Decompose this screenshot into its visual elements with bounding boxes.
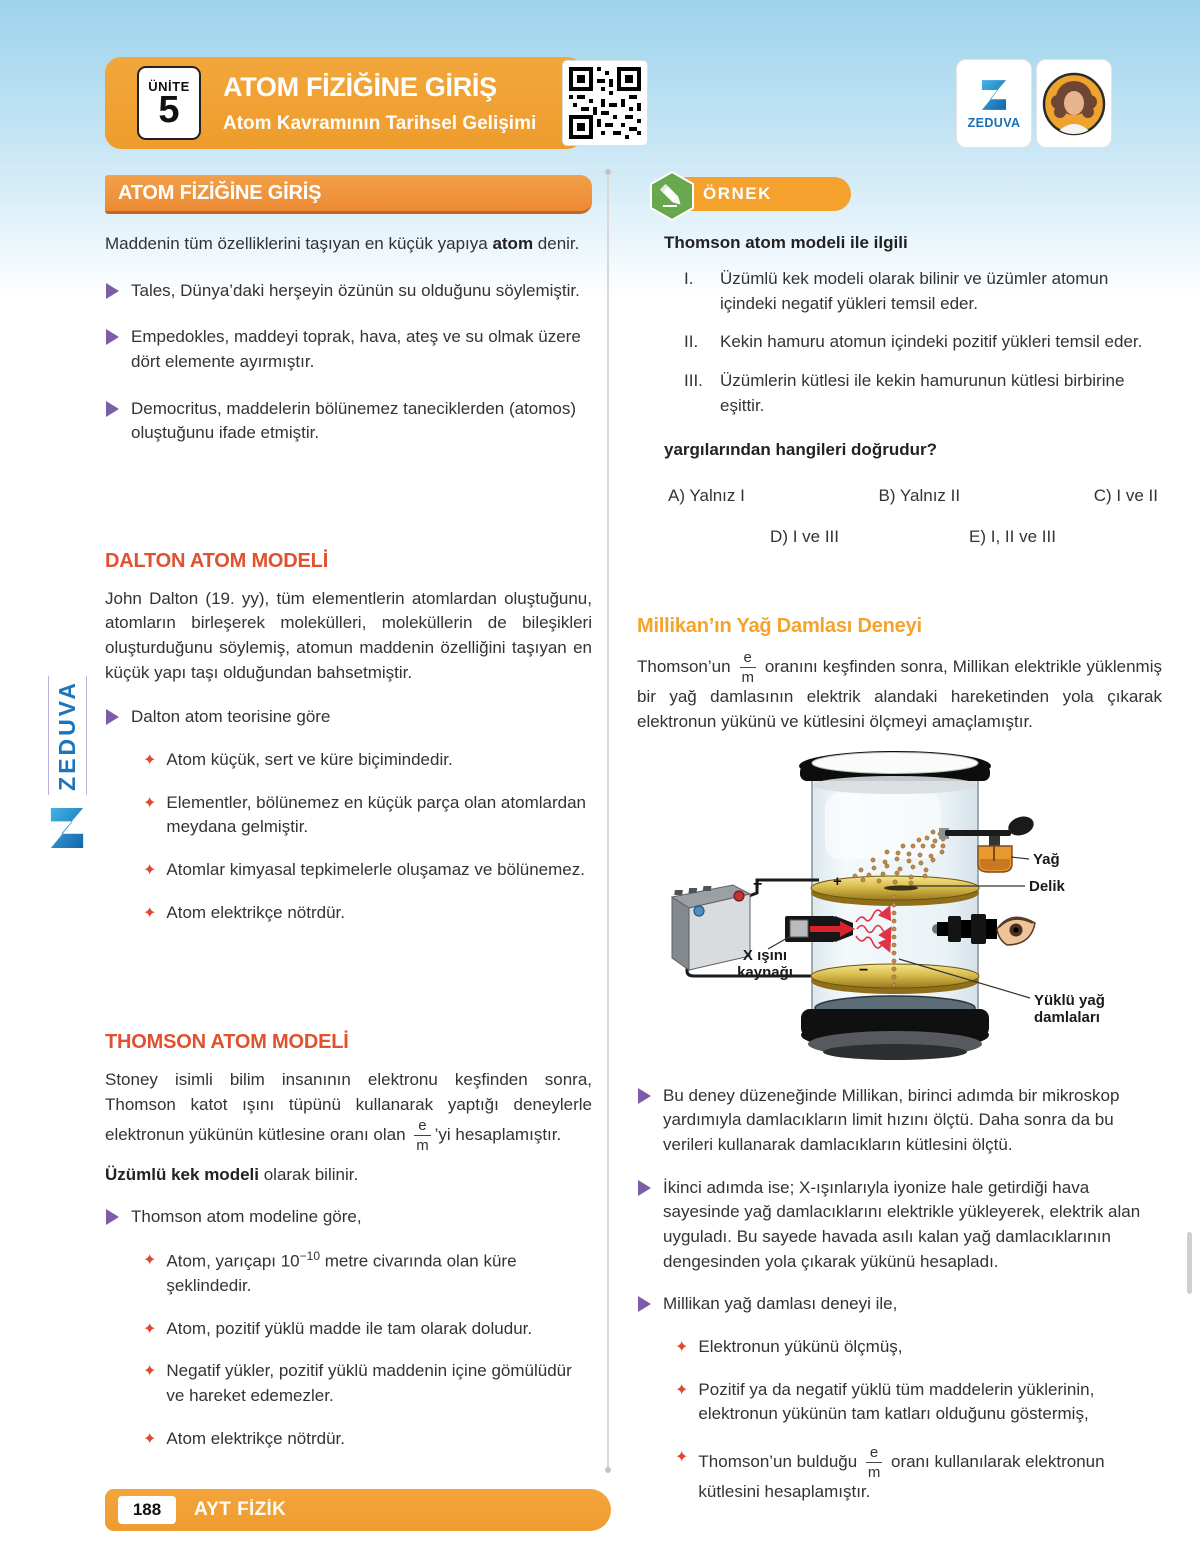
bullet-item: ✦ Atom, pozitif yüklü madde ile tam olarak doludur. xyxy=(105,1317,592,1342)
bullet-item: Millikan yağ damlası deneyi ile, xyxy=(637,1292,1162,1317)
example-badge-label: ÖRNEK xyxy=(703,184,772,203)
thomson-heading: THOMSON ATOM MODELİ xyxy=(105,1031,349,1054)
star-icon: ✦ xyxy=(675,1381,689,1399)
observer-eye xyxy=(997,917,1035,945)
charged-drops-label-line1: Yüklü yağ xyxy=(1034,991,1105,1009)
chamber-lid xyxy=(799,751,991,794)
page-subtitle: Atom Kavramının Tarihsel Gelişimi xyxy=(223,112,537,134)
star-icon: ✦ xyxy=(143,752,157,770)
star-icon: ✦ xyxy=(143,1320,157,1338)
unit-number: 5 xyxy=(158,89,180,132)
star-icon: ✦ xyxy=(143,1251,157,1269)
scroll-indicator xyxy=(1187,1232,1192,1294)
triangle-bullet-icon xyxy=(106,283,119,299)
star-icon: ✦ xyxy=(143,794,157,812)
e-over-m-fraction: $\frac{e}{m}$ xyxy=(741,649,754,687)
bullet-item: Dalton atom teorisine göre xyxy=(105,705,592,730)
bullet-item: Democritus, maddelerin bölünemez taneciklerden (atomos) oluştuğunu ifade etmiştir. xyxy=(105,397,592,446)
triangle-bullet-icon xyxy=(106,401,119,417)
chamber-base xyxy=(801,996,989,1060)
hole-label: Delik xyxy=(1029,877,1065,895)
roman-item: III. Üzümlerin kütlesi ile kekin hamurunun kütlesi birbirine eşittir. xyxy=(684,370,1125,415)
sidebar-brand xyxy=(42,676,92,851)
answer-options-row xyxy=(664,484,1162,509)
thomson-known-as: Üzümlü kek modeli olarak bilinir. xyxy=(105,1164,359,1184)
dalton-paragraph: John Dalton (19. yy), tüm elementlerin atomlardan oluştuğunu, atomların birleşerek molekülleri, moleküllerin de bileşikleri oluşturduğunu söylemiş, atomun maddenin özelliğini taşıyan en küçük yapı taşı olduğundan bahsetmiştir. xyxy=(105,588,592,682)
triangle-bullet-icon xyxy=(106,709,119,725)
column-divider xyxy=(607,172,609,1470)
unit-header xyxy=(105,57,583,149)
star-icon: ✦ xyxy=(143,1430,157,1448)
plate-plus-sign: + xyxy=(833,872,842,890)
zeduva-z-icon xyxy=(978,78,1010,112)
option-d: D) I ve III xyxy=(770,526,840,546)
star-icon: ✦ xyxy=(143,861,157,879)
option-e: E) I, II ve III xyxy=(969,526,1056,546)
qr-code xyxy=(563,61,647,145)
footer-series: AYT xyxy=(194,1499,232,1520)
star-icon: ✦ xyxy=(143,904,157,922)
triangle-bullet-icon xyxy=(106,1209,119,1225)
triangle-bullet-icon xyxy=(106,329,119,345)
bullet-item: Empedokles, maddeyi toprak, hava, ateş ve su olmak üzere dört elemente ayırmıştır. xyxy=(105,325,592,374)
oil-label: Yağ xyxy=(1033,850,1060,868)
star-icon: ✦ xyxy=(143,1363,157,1381)
plate-minus-sign: − xyxy=(859,961,869,979)
example-question-intro: Thomson atom modeli ile ilgili xyxy=(664,233,908,252)
unit-label: ÜNİTE xyxy=(148,79,190,95)
battery-plus-label: + xyxy=(753,875,763,893)
section-header-atom-fizigine-giris: ATOM FİZİĞİNE GİRİŞ xyxy=(105,175,592,214)
triangle-bullet-icon xyxy=(638,1296,651,1312)
dalton-heading: DALTON ATOM MODELİ xyxy=(105,549,329,572)
page-title: ATOM FİZİĞİNE GİRİŞ xyxy=(223,71,497,102)
bullet-item: Bu deney düzeneğinde Millikan, birinci adımda bir mikroskop yardımıyla damlacıkların limit hızını ölçtü. Daha sonra da bu verileri kullanarak damlacıkların kütlesini ölçtü. xyxy=(637,1084,1162,1158)
triangle-bullet-icon xyxy=(638,1088,651,1104)
millikan-experiment-diagram xyxy=(637,747,1157,1067)
bullet-item: ✦ Pozitif ya da negatif yüklü tüm maddelerin yüklerinin, elektronun yükünün tam katları olduğunu göstermiş, xyxy=(637,1378,1162,1427)
bullet-item: Thomson atom modeline göre, xyxy=(105,1205,592,1230)
bullet-item: ✦ Atom elektrikçe nötrdür. xyxy=(105,1427,592,1452)
intro-paragraph: Maddenin tüm özelliklerini taşıyan en küçük yapıya atom denir. xyxy=(105,234,580,253)
qr-code-icon xyxy=(565,63,645,143)
brand-name: ZEDUVA xyxy=(967,115,1021,130)
sidebar-brand-name: ZEDUVA xyxy=(48,676,87,795)
roman-item: I. Üzümlü kek modeli olarak bilinir ve üzümler atomun içindeki negatif yükleri temsil eder. xyxy=(684,269,1109,313)
bullet-item: Tales, Dünya’daki herşeyin özünün su olduğunu söylemiştir. xyxy=(105,279,592,304)
option-b: B) Yalnız II xyxy=(878,486,961,506)
e-over-m-fraction: $\frac{e}{m}$ xyxy=(867,1443,881,1481)
bullet-item: ✦ Negatif yükler, pozitif yüklü maddenin içine gömülüdür ve hareket edemezler. xyxy=(105,1359,592,1408)
bullet-item: ✦ Atom, yarıçapı $10^{-10}$ metre civarında olan küre şeklindedir. xyxy=(105,1248,592,1299)
example-badge xyxy=(649,175,1162,217)
footer-bar xyxy=(105,1489,611,1531)
answer-options-row xyxy=(664,525,1162,550)
option-a: A) Yalnız I xyxy=(668,486,745,506)
roman-item: II. Kekin hamuru atomun içindeki pozitif yükleri temsil eder. xyxy=(684,332,1143,352)
charged-drops-label-line2: damlaları xyxy=(1034,1008,1100,1026)
xray-label-line1: X ışını xyxy=(742,946,788,964)
star-icon: ✦ xyxy=(675,1338,689,1356)
footer-subject: FİZİK xyxy=(237,1499,287,1520)
footer-title xyxy=(194,1499,286,1521)
author-card xyxy=(1036,59,1112,148)
bullet-item: ✦ Atomlar kimyasal tepkimelerle oluşamaz ve bölünemez. xyxy=(105,858,592,883)
thomson-paragraph: Stoney isimli bilim insanının elektronu keşfinden sonra, Thomson katot ışını tüpünü kullanarak yaptığı deneylerle elektronun yükünün kütlesine oranı olan $\frac{e}{m}$ ’yi hesaplamıştır. xyxy=(105,1070,592,1154)
millikan-heading: Millikan’ın Yağ Damlası Deneyi xyxy=(637,615,922,638)
millikan-paragraph: Thomson’un $\frac{e}{m}$ oranını keşfinden sonra, Millikan elektrikle yüklenmiş bir yağ damlasının elektrik alandaki hareketinden yola çıkarak elektronun yükünü ve kütlesini ölçmeyi amaçlamıştır. xyxy=(637,649,1162,732)
author-photo xyxy=(1042,72,1106,136)
example-question: yargılarından hangileri doğrudur? xyxy=(664,440,937,460)
bullet-item: ✦ Elektronun yükünü ölçmüş, xyxy=(637,1335,1162,1360)
xray-source xyxy=(785,916,855,942)
option-c: C) I ve II xyxy=(1093,486,1158,506)
bullet-item: İkinci adımda ise; X-ışınlarıyla iyonize hale getirdiği hava sayesinde yağ damlacıklarını elektrikle yükleyerek, elektrik alan uyguladı. Bu sayede havada asılı kalan yağ damlacıklarının dengesinden yola çıkarak yükünü hesapladı. xyxy=(637,1176,1162,1275)
bullet-item: ✦ Thomson’un bulduğu $\frac{e}{m}$ oranı kullanılarak elektronun kütlesini hesaplamıştır. xyxy=(637,1445,1162,1505)
triangle-bullet-icon xyxy=(638,1180,651,1196)
page-number: 188 xyxy=(118,1496,176,1524)
bullet-item: ✦ Elementler, bölünemez en küçük parça olan atomlardan meydana gelmiştir. xyxy=(105,791,592,840)
xray-label-line2: kaynağı xyxy=(737,963,793,981)
unit-badge xyxy=(137,66,201,140)
brand-card xyxy=(956,59,1032,148)
bullet-item: ✦ Atom küçük, sert ve küre biçimindedir. xyxy=(105,748,592,773)
bullet-item: ✦ Atom elektrikçe nötrdür. xyxy=(105,901,592,926)
star-icon: ✦ xyxy=(675,1448,689,1466)
e-over-m-fraction: $\frac{e}{m}$ xyxy=(416,1116,429,1154)
pencil-icon xyxy=(649,171,695,221)
sidebar-z-icon xyxy=(48,805,86,851)
